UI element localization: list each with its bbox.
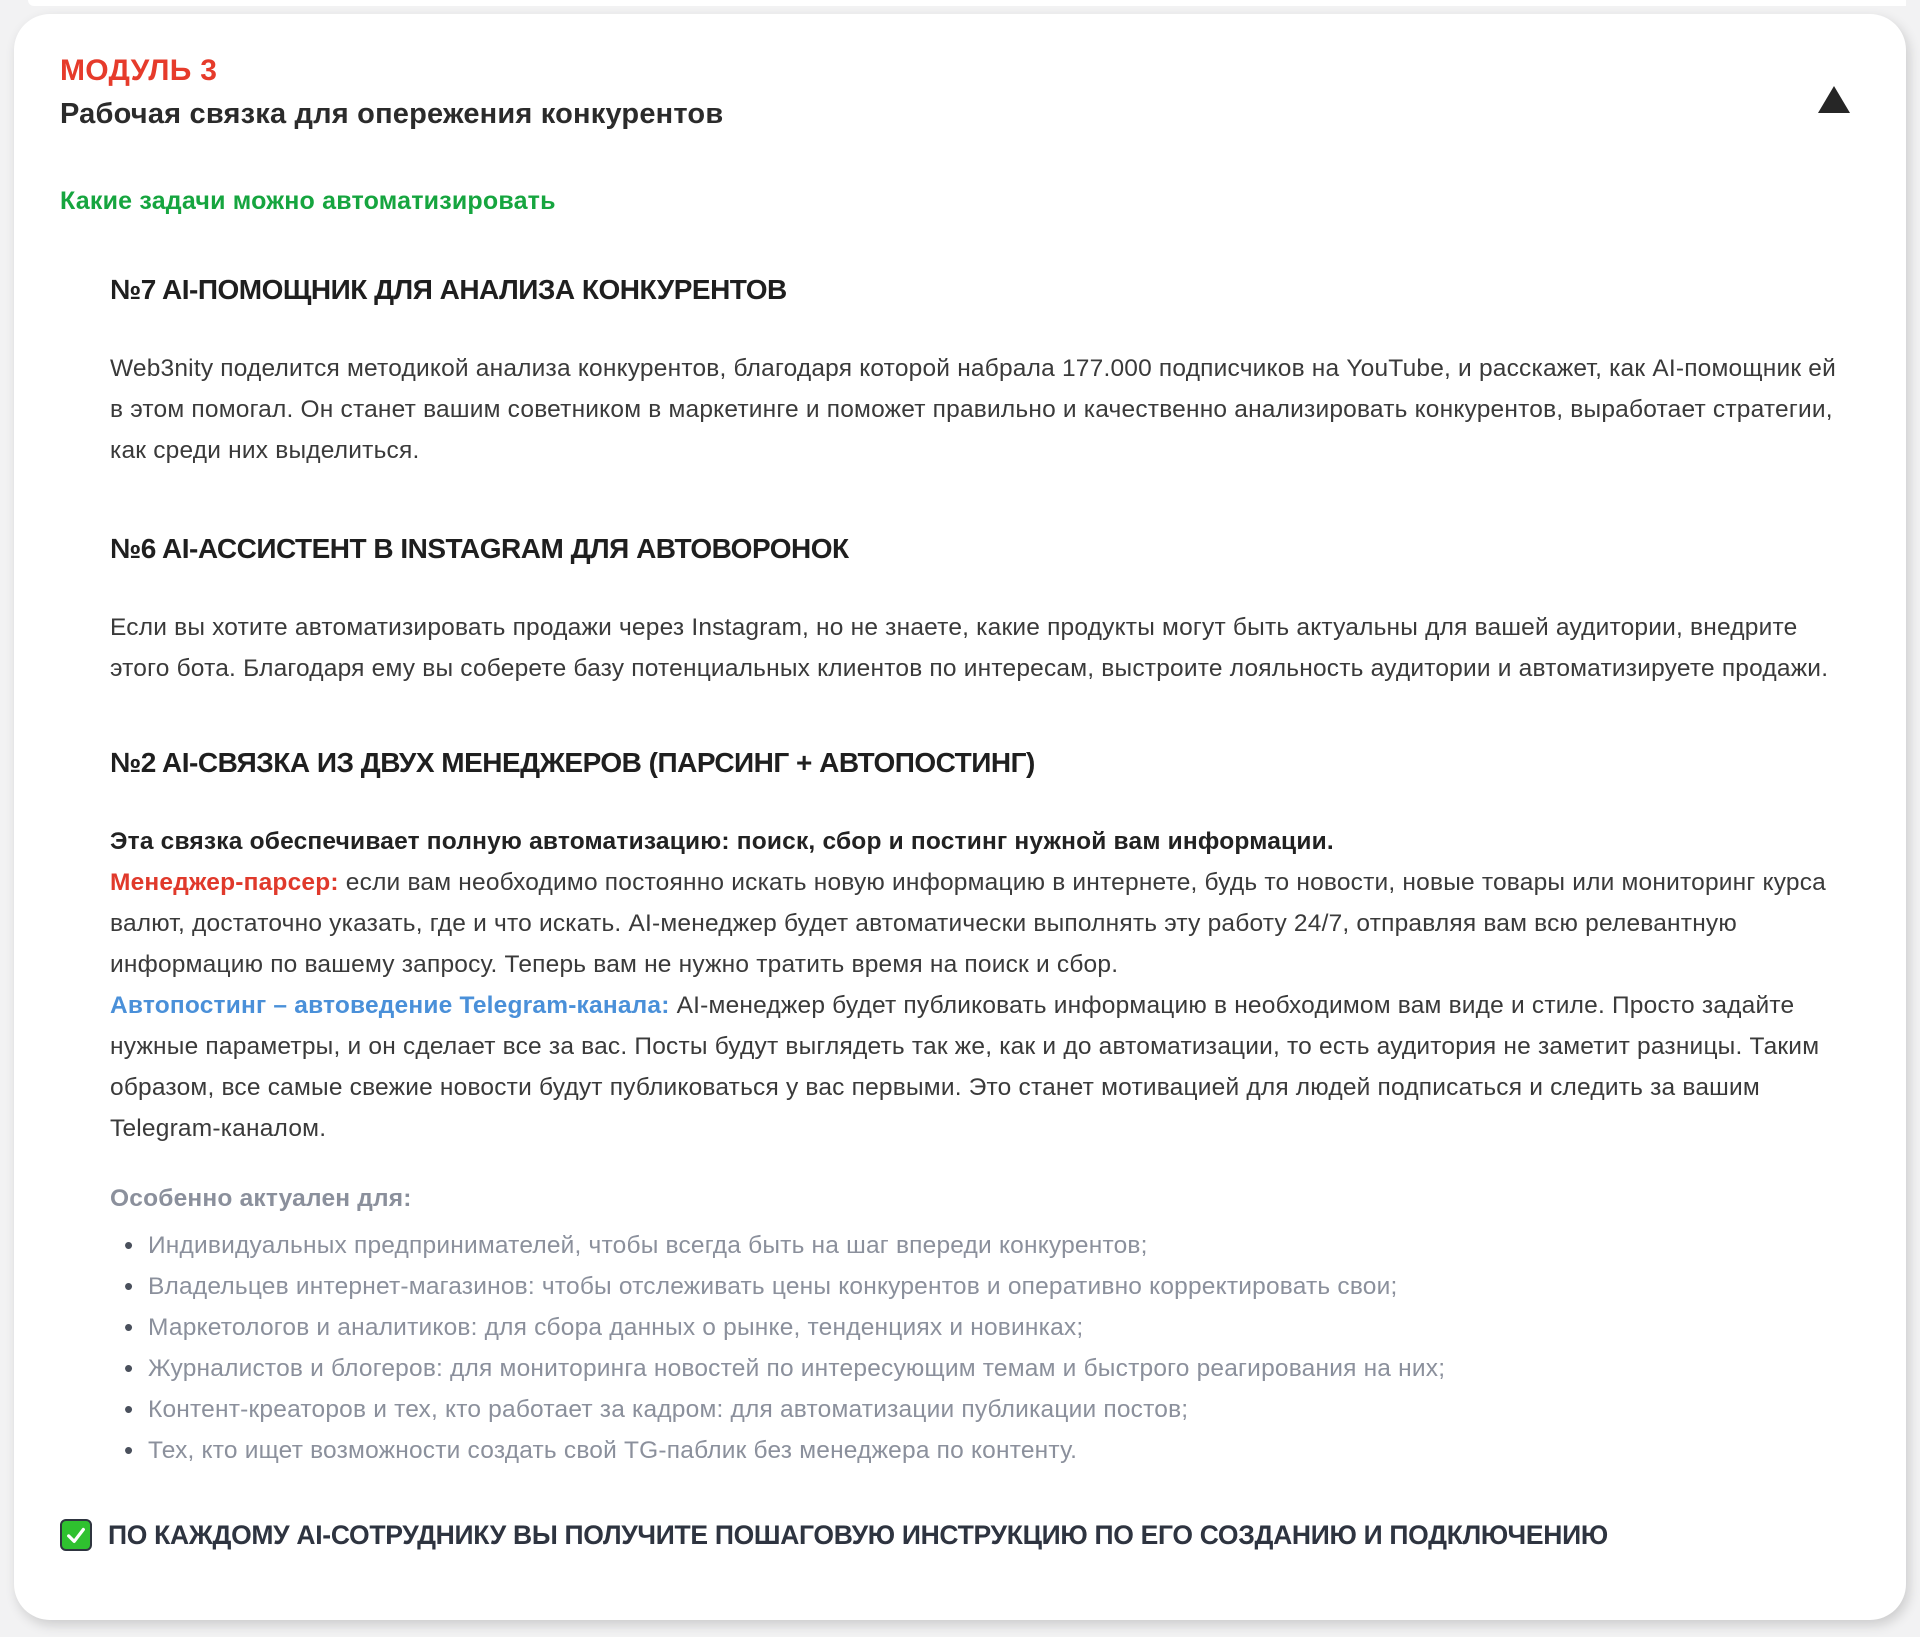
checkmark-icon [65, 1524, 87, 1546]
list-item: • Журналистов и блогеров: для мониторинга новостей по интересующим темам и быстрого реагирования на них; [110, 1348, 1850, 1389]
list-item: • Индивидуальных предпринимателей, чтобы всегда быть на шаг впереди конкурентов; [110, 1225, 1850, 1266]
collapse-button[interactable] [1814, 82, 1854, 116]
section-6-heading: №6 AI-АССИСТЕНТ В INSTAGRAM ДЛЯ АВТОВОРОНОК [110, 533, 849, 564]
parser-paragraph [110, 862, 1850, 985]
previous-card-edge [28, 0, 1906, 6]
section-2-intro-bold: Эта связка обеспечивает полную автоматизацию: поиск, сбор и постинг нужной вам информации. [110, 828, 1334, 855]
footer-note-text: ПО КАЖДОМУ AI-СОТРУДНИКУ ВЫ ПОЛУЧИТЕ ПОШАГОВУЮ ИНСТРУКЦИЮ ПО ЕГО СОЗДАНИЮ И ПОДКЛЮЧЕНИЮ [108, 1519, 1608, 1550]
page-title: Рабочая связка для опережения конкурентов [60, 98, 724, 130]
section-2-heading: №2 AI-СВЯЗКА ИЗ ДВУХ МЕНЕДЖЕРОВ (ПАРСИНГ + АВТОПОСТИНГ) [110, 747, 1035, 778]
footer-note [60, 1519, 1860, 1551]
section-2-body [110, 821, 1850, 1149]
triangle-up-icon [1818, 86, 1850, 113]
sections-container [110, 274, 1850, 1471]
module-label: МОДУЛЬ 3 [60, 54, 218, 87]
parser-label: Менеджер-парсер: [110, 869, 339, 896]
list-item: • Контент-креаторов и тех, кто работает за кадром: для автоматизации публикации постов; [110, 1389, 1850, 1430]
section-7-heading: №7 AI-ПОМОЩНИК ДЛЯ АНАЛИЗА КОНКУРЕНТОВ [110, 274, 787, 305]
autoposting-label: Автопостинг – автоведение Telegram-канала: [110, 992, 670, 1019]
list-item: • Маркетологов и аналитиков: для сбора данных о рынке, тенденциях и новинках; [110, 1307, 1850, 1348]
section-2-intro [110, 821, 1850, 862]
tasks-toggle-link[interactable]: Какие задачи можно автоматизировать [60, 187, 556, 215]
green-checkbox-icon [60, 1519, 92, 1551]
section-6-body: Если вы хотите автоматизировать продажи через Instagram, но не знаете, какие продукты могут быть актуальны для вашей аудитории, внедрите этого бота. Благодаря ему вы соберете базу потенциальных клиентов по интересам, выстроите лояльность аудитории и автоматизируете продажи. [110, 614, 1829, 682]
section-7-body: Web3nity поделится методикой анализа конкурентов, благодаря которой набрала 177.000 подписчиков на YouTube, и расскажет, как AI-помощник ей в этом помогал. Он станет вашим советником в маркетинге и поможет правильно и качественно анализировать конкурентов, выработает стратегии, как среди них выделиться. [110, 355, 1836, 464]
audience-title: Особенно актуален для: [110, 1185, 412, 1212]
list-item: • Владельцев интернет-магазинов: чтобы отслеживать цены конкурентов и оперативно корректировать свои; [110, 1266, 1850, 1307]
module-card [14, 14, 1906, 1620]
list-item: • Тех, кто ищет возможности создать свой TG-паблик без менеджера по контенту. [110, 1430, 1850, 1471]
autoposting-paragraph [110, 985, 1850, 1149]
parser-text: если вам необходимо постоянно искать новую информацию в интернете, будь то новости, новые товары или мониторинг курса валют, достаточно указать, где и что искать. AI-менеджер будет автоматически выполнять эту работу 24/7, отправляя вам всю релевантную информацию по вашему запросу. Теперь вам не нужно тратить время на поиск и сбор. [110, 869, 1827, 978]
autoposting-text: AI-менеджер будет публиковать информацию в необходимом вам виде и стиле. Просто задайте нужные параметры, и он сделает все за вас. Посты будут выглядеть так же, как и до автоматизации, то есть аудитория не заметит разницы. Таким образом, все самые свежие новости будут публиковаться у вас первыми. Это станет мотивацией для людей подписаться и следить за вашим Telegram-каналом. [110, 992, 1820, 1142]
audience-list [110, 1225, 1850, 1471]
